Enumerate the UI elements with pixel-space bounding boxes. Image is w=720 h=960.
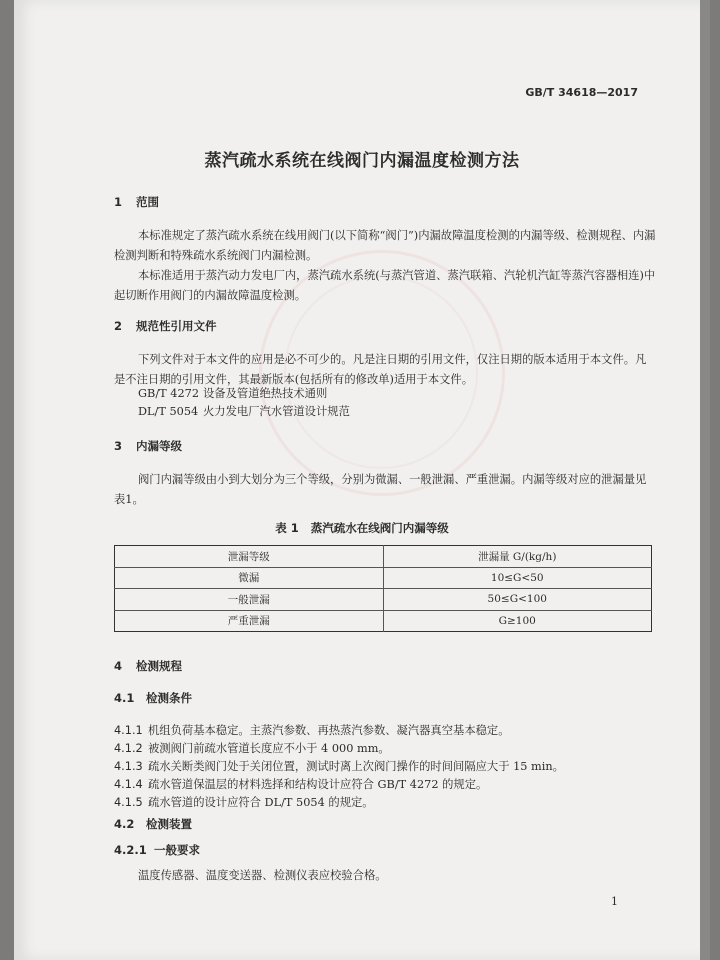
clause-number: 4.1.3 — [114, 760, 143, 773]
section-number: 2 — [114, 319, 123, 333]
section-title: 范围 — [136, 195, 159, 209]
normative-reference — [138, 402, 350, 422]
table-cell: 微漏 — [115, 567, 384, 589]
reference-name: 火力发电厂汽水管道设计规范 — [203, 405, 350, 418]
table-cell: 严重泄漏 — [115, 610, 384, 632]
clause-number: 4.1.2 — [114, 742, 143, 755]
clause-text: 疏水管道保温层的材料选择和结构设计应符合 GB/T 4272 的规定。 — [148, 778, 488, 791]
table-cell: G≥100 — [383, 610, 652, 632]
clause-number: 4.1.1 — [114, 724, 143, 737]
clause-number: 4.1.4 — [114, 778, 143, 791]
clause-text: 被测阀门前疏水管道长度应不小于 4 000 mm。 — [148, 742, 390, 755]
leak-grade-table — [114, 545, 652, 632]
table-header-row — [115, 546, 652, 568]
paragraph: 下列文件对于本文件的应用是必不可少的。凡是注日期的引用文件，仅注日期的版本适用于本文件。凡是不注日期的引用文件，其最新版本(包括所有的修改单)适用于本文件。 — [114, 353, 647, 386]
reference-code: DL/T 5054 — [138, 405, 199, 418]
table-header-cell: 泄漏量 G/(kg/h) — [383, 546, 652, 568]
section-number: 3 — [114, 439, 123, 453]
standard-number: GB/T 34618—2017 — [525, 86, 638, 99]
document-title: 蒸汽疏水系统在线阀门内漏温度检测方法 — [204, 151, 520, 171]
table-cell: 一般泄漏 — [115, 589, 384, 611]
clause-text: 疏水关断类阀门处于关闭位置，测试时离上次阀门操作的时间间隔应大于 15 min。 — [148, 760, 564, 773]
section-number: 4.1 — [114, 691, 135, 705]
paragraph: 本标准规定了蒸汽疏水系统在线用阀门(以下简称“阀门”)内漏故障温度检测的内漏等级、检测规程、内漏检测判断和特殊疏水系统阀门内漏检测。 — [114, 229, 656, 262]
clause-4-1-1 — [114, 722, 510, 738]
section-1-heading — [114, 194, 159, 210]
table-row — [115, 567, 652, 589]
normative-reference — [138, 384, 327, 404]
section-2-heading — [114, 318, 217, 334]
section-number: 4.2.1 — [114, 843, 147, 857]
table-row — [115, 589, 652, 611]
page-edge — [700, 0, 710, 960]
section-title: 一般要求 — [154, 843, 200, 857]
section-number: 4 — [114, 659, 123, 673]
clause-4-1-2 — [114, 740, 390, 756]
section-number: 4.2 — [114, 817, 135, 831]
clause-4-1-4 — [114, 776, 487, 792]
paragraph: 阀门内漏等级由小到大划分为三个等级，分别为微漏、一般泄漏、严重泄漏。内漏等级对应的泄漏量见表1。 — [114, 473, 647, 506]
section-3-heading — [114, 438, 182, 454]
section-4-1-heading — [114, 690, 192, 706]
document-page — [14, 0, 710, 960]
clause-4-1-3 — [114, 758, 564, 774]
reference-code: GB/T 4272 — [138, 387, 200, 400]
page-number: 1 — [611, 895, 618, 908]
section-title: 检测规程 — [136, 659, 182, 673]
section-title: 检测条件 — [146, 691, 192, 705]
table-title: 蒸汽疏水在线阀门内漏等级 — [310, 521, 449, 535]
table-caption — [14, 520, 710, 536]
table-header-cell: 泄漏等级 — [115, 546, 384, 568]
clause-text: 疏水管道的设计应符合 DL/T 5054 的规定。 — [148, 796, 374, 809]
clause-4-1-5 — [114, 794, 374, 810]
section-4-2-1-heading — [114, 842, 200, 858]
section-title: 规范性引用文件 — [136, 319, 217, 333]
section-title: 检测装置 — [146, 817, 192, 831]
section-4-2-heading — [114, 816, 192, 832]
section-number: 1 — [114, 195, 123, 209]
reference-name: 设备及管道绝热技术通则 — [203, 387, 328, 400]
section-4-heading — [114, 658, 182, 674]
paragraph: 温度传感器、温度变送器、检测仪表应校验合格。 — [138, 869, 387, 882]
table-label: 表 1 — [275, 521, 299, 535]
clause-text: 机组负荷基本稳定。主蒸汽参数、再热蒸汽参数、凝汽器真空基本稳定。 — [148, 724, 510, 737]
table-cell: 10≤G<50 — [383, 567, 652, 589]
clause-number: 4.1.5 — [114, 796, 143, 809]
paragraph: 本标准适用于蒸汽动力发电厂内，蒸汽疏水系统(与蒸汽管道、蒸汽联箱、汽轮机汽缸等蒸汽容器相连)中起切断作用阀门的内漏故障温度检测。 — [114, 269, 656, 302]
table-cell: 50≤G<100 — [383, 589, 652, 611]
section-title: 内漏等级 — [136, 439, 182, 453]
table-row — [115, 610, 652, 632]
